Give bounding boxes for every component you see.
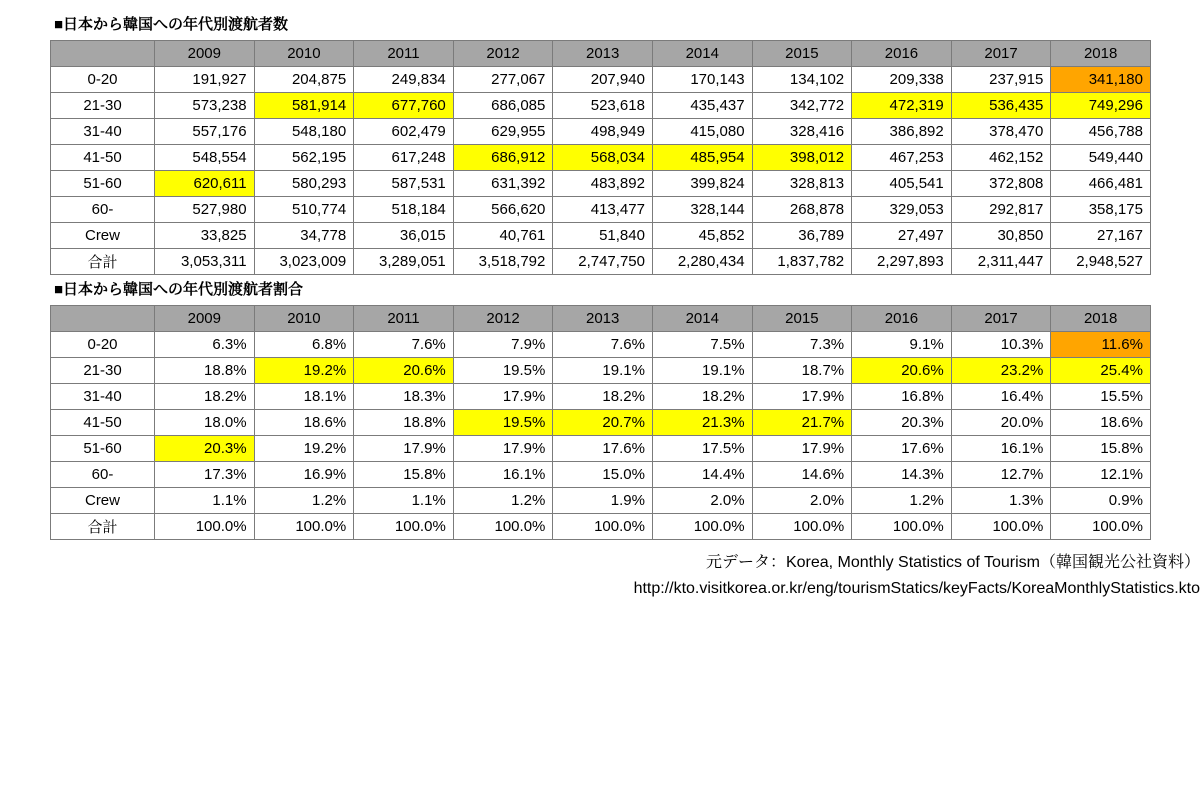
data-cell: 398,012	[752, 145, 852, 171]
data-cell: 21.7%	[752, 410, 852, 436]
data-cell: 498,949	[553, 119, 653, 145]
data-cell: 15.0%	[553, 462, 653, 488]
column-header-2015: 2015	[752, 306, 852, 332]
data-cell: 18.8%	[155, 358, 255, 384]
corner-header-cell	[51, 41, 155, 67]
data-cell: 170,143	[652, 67, 752, 93]
data-cell: 329,053	[852, 197, 952, 223]
data-cell: 27,167	[1051, 223, 1151, 249]
data-cell: 629,955	[453, 119, 553, 145]
data-cell: 581,914	[254, 93, 354, 119]
table-row	[51, 332, 1151, 358]
data-cell: 18.0%	[155, 410, 255, 436]
data-cell: 51,840	[553, 223, 653, 249]
data-cell: 17.9%	[453, 384, 553, 410]
table-row	[51, 249, 1151, 275]
data-cell: 19.5%	[453, 410, 553, 436]
data-cell: 19.5%	[453, 358, 553, 384]
data-cell: 15.8%	[1051, 436, 1151, 462]
data-cell: 3,518,792	[453, 249, 553, 275]
data-cell: 15.5%	[1051, 384, 1151, 410]
data-cell: 15.8%	[354, 462, 454, 488]
data-cell: 100.0%	[155, 514, 255, 540]
table-2-header	[51, 306, 1151, 332]
data-cell: 1.2%	[254, 488, 354, 514]
row-label: 21-30	[51, 93, 155, 119]
data-cell: 602,479	[354, 119, 454, 145]
table-row	[51, 93, 1151, 119]
data-cell: 16.1%	[951, 436, 1051, 462]
data-cell: 209,338	[852, 67, 952, 93]
column-header-2011: 2011	[354, 41, 454, 67]
table-row	[51, 223, 1151, 249]
data-cell: 399,824	[652, 171, 752, 197]
data-cell: 25.4%	[1051, 358, 1151, 384]
data-cell: 18.7%	[752, 358, 852, 384]
table-row	[51, 410, 1151, 436]
data-cell: 527,980	[155, 197, 255, 223]
data-cell: 100.0%	[1051, 514, 1151, 540]
data-cell: 523,618	[553, 93, 653, 119]
column-header-2010: 2010	[254, 306, 354, 332]
data-cell: 18.2%	[553, 384, 653, 410]
row-label: Crew	[51, 488, 155, 514]
data-cell: 17.6%	[553, 436, 653, 462]
data-cell: 19.2%	[254, 436, 354, 462]
data-cell: 17.9%	[354, 436, 454, 462]
data-cell: 11.6%	[1051, 332, 1151, 358]
table-row	[51, 462, 1151, 488]
table-row	[51, 488, 1151, 514]
data-cell: 100.0%	[951, 514, 1051, 540]
travelers-count-table	[50, 40, 1151, 275]
column-header-2016: 2016	[852, 41, 952, 67]
data-cell: 573,238	[155, 93, 255, 119]
data-cell: 435,437	[652, 93, 752, 119]
table-1-header	[51, 41, 1151, 67]
table-row	[51, 197, 1151, 223]
row-label: 60-	[51, 462, 155, 488]
row-label: 60-	[51, 197, 155, 223]
data-cell: 686,912	[453, 145, 553, 171]
table-row	[51, 384, 1151, 410]
table-1-title: ■日本から韓国への年代別渡航者数	[54, 16, 289, 33]
data-cell: 237,915	[951, 67, 1051, 93]
data-cell: 462,152	[951, 145, 1051, 171]
data-cell: 3,289,051	[354, 249, 454, 275]
data-cell: 20.6%	[354, 358, 454, 384]
row-label: 31-40	[51, 384, 155, 410]
row-label: 合計	[51, 514, 155, 540]
table-header-row	[51, 306, 1151, 332]
column-header-2010: 2010	[254, 41, 354, 67]
data-cell: 510,774	[254, 197, 354, 223]
column-header-2009: 2009	[155, 41, 255, 67]
data-cell: 10.3%	[951, 332, 1051, 358]
data-cell: 14.4%	[652, 462, 752, 488]
data-cell: 207,940	[553, 67, 653, 93]
row-label: 41-50	[51, 145, 155, 171]
data-cell: 100.0%	[852, 514, 952, 540]
data-cell: 20.6%	[852, 358, 952, 384]
row-label: 21-30	[51, 358, 155, 384]
data-cell: 2,297,893	[852, 249, 952, 275]
column-header-2011: 2011	[354, 306, 454, 332]
data-cell: 2.0%	[752, 488, 852, 514]
column-header-2013: 2013	[553, 41, 653, 67]
data-cell: 566,620	[453, 197, 553, 223]
data-cell: 6.8%	[254, 332, 354, 358]
table-row	[51, 67, 1151, 93]
data-cell: 378,470	[951, 119, 1051, 145]
data-cell: 12.7%	[951, 462, 1051, 488]
data-cell: 686,085	[453, 93, 553, 119]
data-cell: 415,080	[652, 119, 752, 145]
data-cell: 12.1%	[1051, 462, 1151, 488]
data-cell: 45,852	[652, 223, 752, 249]
data-cell: 2,280,434	[652, 249, 752, 275]
data-cell: 16.4%	[951, 384, 1051, 410]
row-label: 51-60	[51, 436, 155, 462]
data-cell: 16.8%	[852, 384, 952, 410]
data-cell: 1.2%	[453, 488, 553, 514]
data-cell: 249,834	[354, 67, 454, 93]
data-cell: 7.6%	[354, 332, 454, 358]
data-cell: 16.1%	[453, 462, 553, 488]
data-cell: 17.3%	[155, 462, 255, 488]
data-cell: 620,611	[155, 171, 255, 197]
travelers-ratio-table	[50, 305, 1151, 540]
data-cell: 20.7%	[553, 410, 653, 436]
data-cell: 100.0%	[254, 514, 354, 540]
data-cell: 18.8%	[354, 410, 454, 436]
data-cell: 16.9%	[254, 462, 354, 488]
data-cell: 18.3%	[354, 384, 454, 410]
data-cell: 204,875	[254, 67, 354, 93]
data-cell: 472,319	[852, 93, 952, 119]
data-cell: 40,761	[453, 223, 553, 249]
data-cell: 2.0%	[652, 488, 752, 514]
data-cell: 549,440	[1051, 145, 1151, 171]
data-cell: 17.9%	[752, 384, 852, 410]
data-cell: 617,248	[354, 145, 454, 171]
table-row	[51, 145, 1151, 171]
data-cell: 17.5%	[652, 436, 752, 462]
data-cell: 328,144	[652, 197, 752, 223]
data-cell: 21.3%	[652, 410, 752, 436]
data-cell: 3,053,311	[155, 249, 255, 275]
data-cell: 548,180	[254, 119, 354, 145]
data-cell: 14.6%	[752, 462, 852, 488]
data-cell: 413,477	[553, 197, 653, 223]
column-header-2014: 2014	[652, 41, 752, 67]
data-cell: 17.6%	[852, 436, 952, 462]
data-cell: 580,293	[254, 171, 354, 197]
data-cell: 456,788	[1051, 119, 1151, 145]
footer-notes	[50, 550, 1200, 602]
data-cell: 292,817	[951, 197, 1051, 223]
data-cell: 7.5%	[652, 332, 752, 358]
data-cell: 372,808	[951, 171, 1051, 197]
data-cell: 36,015	[354, 223, 454, 249]
data-cell: 20.3%	[155, 436, 255, 462]
table-row	[51, 119, 1151, 145]
data-cell: 7.9%	[453, 332, 553, 358]
data-cell: 548,554	[155, 145, 255, 171]
data-cell: 33,825	[155, 223, 255, 249]
data-cell: 562,195	[254, 145, 354, 171]
data-cell: 14.3%	[852, 462, 952, 488]
data-cell: 2,311,447	[951, 249, 1051, 275]
data-cell: 386,892	[852, 119, 952, 145]
data-cell: 2,948,527	[1051, 249, 1151, 275]
data-cell: 587,531	[354, 171, 454, 197]
data-cell: 17.9%	[453, 436, 553, 462]
row-label: 0-20	[51, 67, 155, 93]
data-cell: 7.3%	[752, 332, 852, 358]
data-cell: 34,778	[254, 223, 354, 249]
data-cell: 328,813	[752, 171, 852, 197]
column-header-2009: 2009	[155, 306, 255, 332]
data-cell: 30,850	[951, 223, 1051, 249]
column-header-2017: 2017	[951, 41, 1051, 67]
table-header-row	[51, 41, 1151, 67]
corner-header-cell	[51, 306, 155, 332]
row-label: 合計	[51, 249, 155, 275]
data-cell: 19.1%	[652, 358, 752, 384]
data-cell: 17.9%	[752, 436, 852, 462]
data-cell: 341,180	[1051, 67, 1151, 93]
column-header-2016: 2016	[852, 306, 952, 332]
data-cell: 19.1%	[553, 358, 653, 384]
table-1-body	[51, 67, 1151, 275]
data-cell: 467,253	[852, 145, 952, 171]
row-label: 51-60	[51, 171, 155, 197]
row-label: 31-40	[51, 119, 155, 145]
data-cell: 100.0%	[652, 514, 752, 540]
data-cell: 100.0%	[453, 514, 553, 540]
source-line: 元データ：Korea, Monthly Statistics of Tourism（韓国観光公社資料）	[705, 554, 1200, 571]
data-cell: 518,184	[354, 197, 454, 223]
data-cell: 536,435	[951, 93, 1051, 119]
table-2-title: ■日本から韓国への年代別渡航者割合	[54, 281, 304, 298]
data-cell: 557,176	[155, 119, 255, 145]
data-cell: 631,392	[453, 171, 553, 197]
data-cell: 1.3%	[951, 488, 1051, 514]
column-header-2018: 2018	[1051, 306, 1151, 332]
column-header-2012: 2012	[453, 306, 553, 332]
data-cell: 2,747,750	[553, 249, 653, 275]
data-cell: 568,034	[553, 145, 653, 171]
source-url: http://kto.visitkorea.or.kr/eng/tourismStatics/keyFacts/KoreaMonthlyStatistics.kto	[633, 580, 1200, 597]
data-cell: 100.0%	[553, 514, 653, 540]
data-cell: 27,497	[852, 223, 952, 249]
data-cell: 485,954	[652, 145, 752, 171]
column-header-2014: 2014	[652, 306, 752, 332]
data-cell: 358,175	[1051, 197, 1151, 223]
data-cell: 1,837,782	[752, 249, 852, 275]
row-label: 0-20	[51, 332, 155, 358]
row-label: Crew	[51, 223, 155, 249]
data-cell: 342,772	[752, 93, 852, 119]
column-header-2015: 2015	[752, 41, 852, 67]
data-cell: 20.0%	[951, 410, 1051, 436]
data-cell: 7.6%	[553, 332, 653, 358]
table-row	[51, 171, 1151, 197]
table-2-body	[51, 332, 1151, 540]
data-cell: 1.9%	[553, 488, 653, 514]
data-cell: 1.1%	[354, 488, 454, 514]
table-row	[51, 358, 1151, 384]
data-cell: 405,541	[852, 171, 952, 197]
data-cell: 23.2%	[951, 358, 1051, 384]
column-header-2013: 2013	[553, 306, 653, 332]
data-cell: 100.0%	[752, 514, 852, 540]
data-cell: 749,296	[1051, 93, 1151, 119]
data-cell: 277,067	[453, 67, 553, 93]
data-cell: 6.3%	[155, 332, 255, 358]
data-cell: 18.2%	[155, 384, 255, 410]
data-cell: 36,789	[752, 223, 852, 249]
data-cell: 18.6%	[1051, 410, 1151, 436]
data-cell: 18.6%	[254, 410, 354, 436]
data-cell: 268,878	[752, 197, 852, 223]
column-header-2012: 2012	[453, 41, 553, 67]
data-cell: 18.1%	[254, 384, 354, 410]
data-cell: 0.9%	[1051, 488, 1151, 514]
table-row	[51, 514, 1151, 540]
data-cell: 3,023,009	[254, 249, 354, 275]
table-row	[51, 436, 1151, 462]
data-cell: 1.2%	[852, 488, 952, 514]
row-label: 41-50	[51, 410, 155, 436]
data-cell: 1.1%	[155, 488, 255, 514]
data-cell: 483,892	[553, 171, 653, 197]
data-cell: 9.1%	[852, 332, 952, 358]
data-cell: 20.3%	[852, 410, 952, 436]
column-header-2018: 2018	[1051, 41, 1151, 67]
data-cell: 191,927	[155, 67, 255, 93]
column-header-2017: 2017	[951, 306, 1051, 332]
data-cell: 134,102	[752, 67, 852, 93]
data-cell: 328,416	[752, 119, 852, 145]
data-cell: 18.2%	[652, 384, 752, 410]
data-cell: 677,760	[354, 93, 454, 119]
data-cell: 466,481	[1051, 171, 1151, 197]
data-cell: 19.2%	[254, 358, 354, 384]
data-cell: 100.0%	[354, 514, 454, 540]
